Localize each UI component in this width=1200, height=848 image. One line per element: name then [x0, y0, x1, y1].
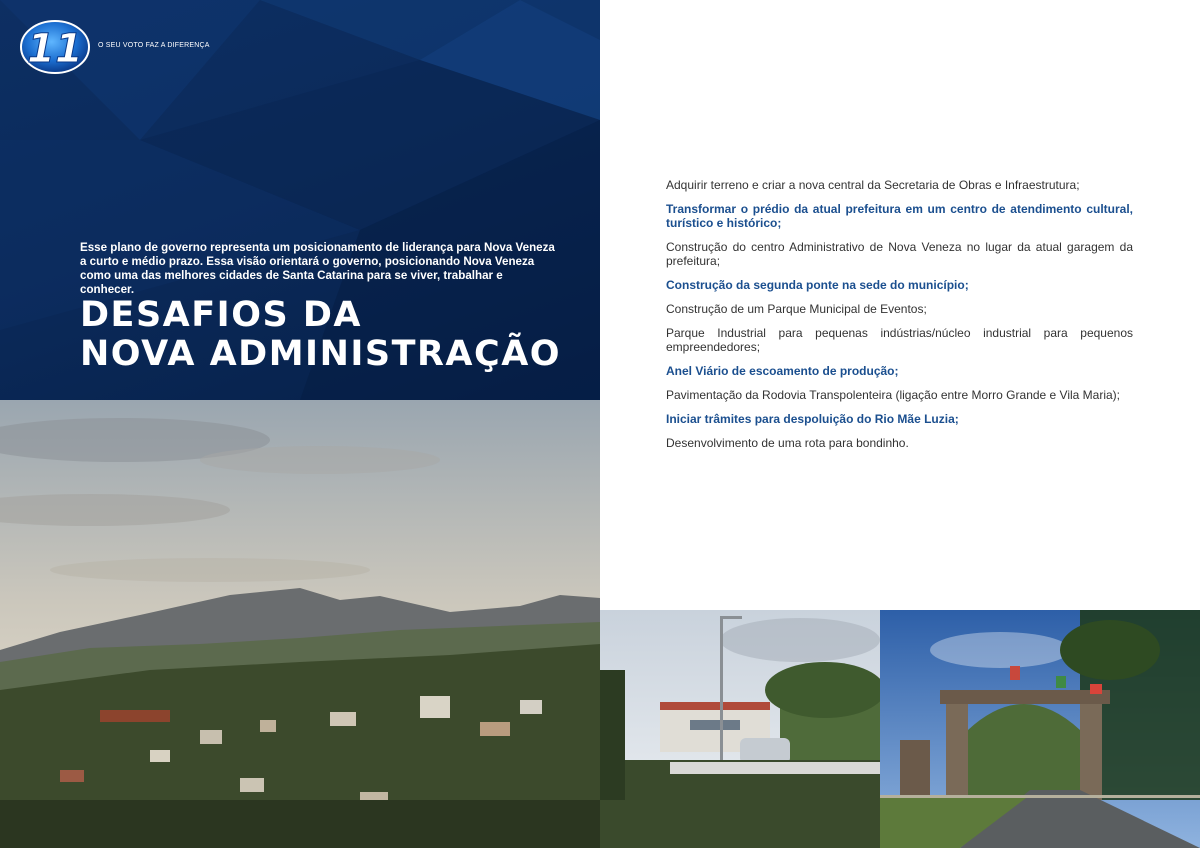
landscape-photo: [0, 400, 600, 848]
challenge-item: Parque Industrial para pequenas indústrias/núcleo industrial para pequenos empreendedores;: [666, 326, 1133, 354]
page-title: [80, 296, 561, 374]
title-line-1: DESAFIOS DA: [80, 295, 362, 335]
logo-11-icon: [20, 20, 90, 74]
street-photo: [600, 610, 880, 848]
challenge-item-highlight: Anel Viário de escoamento de produção;: [666, 364, 899, 378]
logo-number: 11: [27, 26, 83, 72]
challenge-item: Construção do centro Administrativo de Nova Veneza no lugar da atual garagem da prefeitura;: [666, 240, 1133, 268]
challenge-item-highlight: Iniciar trâmites para despoluição do Rio Mãe Luzia;: [666, 412, 959, 426]
header-panel: [0, 0, 600, 400]
intro-paragraph: Esse plano de governo representa um posicionamento de liderança para Nova Veneza a curto e médio prazo. Essa visão orientará o governo, posicionando Nova Veneza como uma das melhores cidades de Santa Catarina para se viver, trabalhar e conhecer.: [80, 240, 555, 296]
challenge-item: Construção de um Parque Municipal de Eventos;: [666, 302, 927, 316]
challenges-list: [666, 178, 1133, 460]
challenge-item: Desenvolvimento de uma rota para bondinho.: [666, 436, 909, 450]
title-line-2: NOVA ADMINISTRAÇÃO: [80, 334, 562, 374]
challenge-item: Pavimentação da Rodovia Transpolenteira (ligação entre Morro Grande e Vila Maria);: [666, 388, 1121, 402]
challenge-item-highlight: Construção da segunda ponte na sede do município;: [666, 278, 969, 292]
challenge-item-highlight: Transformar o prédio da atual prefeitura em um centro de atendimento cultural, turístico e histórico;: [666, 202, 1133, 230]
arch-photo: [880, 610, 1200, 848]
tagline: O SEU VOTO FAZ A DIFERENÇA: [98, 42, 210, 49]
challenge-item: Adquirir terreno e criar a nova central da Secretaria de Obras e Infraestrutura;: [666, 178, 1080, 192]
